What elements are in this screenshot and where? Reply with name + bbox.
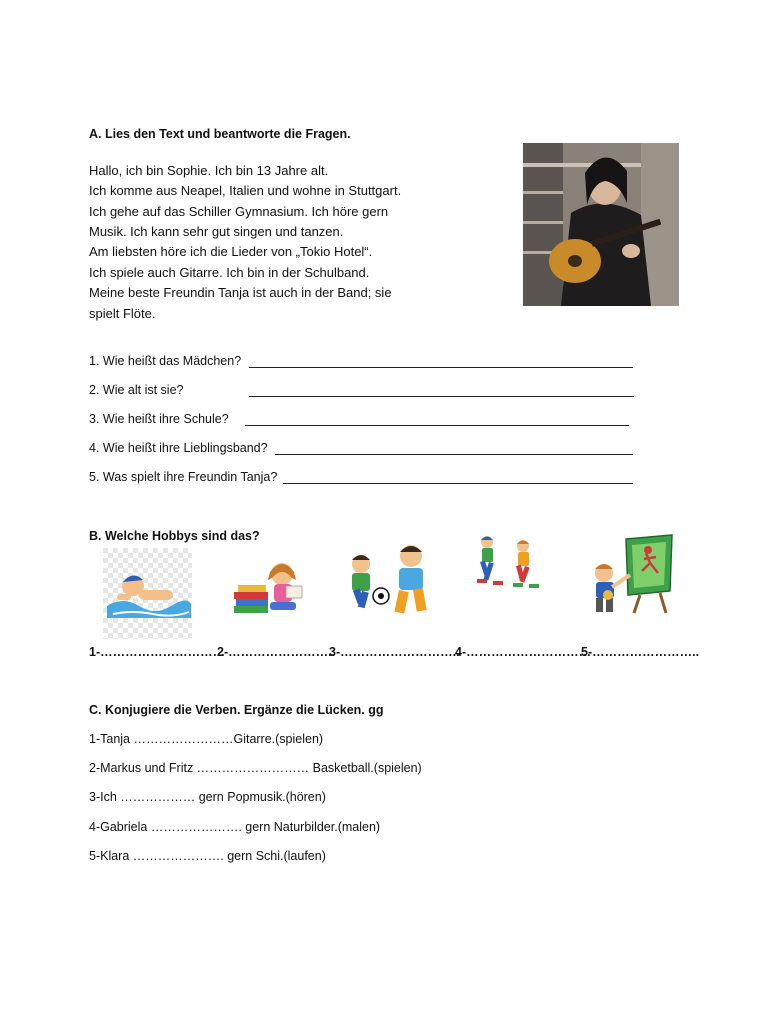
reading-picture — [232, 556, 307, 615]
paragraph-line: Ich komme aus Neapel, Italien und wohne in Stuttgart. — [89, 183, 402, 198]
question-row — [89, 410, 229, 428]
paragraph-line: Ich gehe auf das Schiller Gymnasium. Ich höre gern — [89, 204, 389, 219]
answer-line[interactable] — [245, 425, 629, 426]
answer-line[interactable] — [275, 454, 633, 455]
hobby-answer-4[interactable]: 4-………………………… — [455, 645, 592, 659]
swimming-picture — [103, 548, 192, 639]
girl-with-guitar-photo — [523, 143, 679, 306]
question-text: 4. Wie heißt ihre Lieblingsband? — [89, 441, 268, 455]
question-row — [89, 352, 241, 370]
hobby-answer-3[interactable]: 3-……………………….. — [329, 645, 460, 659]
question-text: 5. Was spielt ihre Freundin Tanja? — [89, 470, 278, 484]
question-text: 2. Wie alt ist sie? — [89, 383, 184, 397]
exercise-c-line: 1-Tanja ……………………Gitarre.(spielen) — [89, 732, 324, 746]
exercise-c-line: 4-Gabriela …………………. gern Naturbilder.(malen) — [89, 820, 381, 834]
roller-skating-picture — [471, 533, 550, 595]
answer-line[interactable] — [249, 396, 634, 397]
paragraph-line: Ich spiele auch Gitarre. Ich bin in der Schulband. — [89, 265, 370, 280]
paragraph-line: Hallo, ich bin Sophie. Ich bin 13 Jahre alt. — [89, 163, 329, 178]
question-row — [89, 468, 277, 486]
hobby-answer-5[interactable]: 5-…………………….. — [581, 645, 700, 659]
paragraph-line: Am liebsten höre ich die Lieder von „Tokio Hotel“. — [89, 244, 373, 259]
answer-line[interactable] — [249, 367, 633, 368]
paragraph-line: spielt Flöte. — [89, 306, 156, 321]
paragraph-line: Musik. Ich kann sehr gut singen und tanzen. — [89, 224, 344, 239]
question-row — [89, 439, 268, 457]
hobby-answer-1[interactable]: 1-………………………… — [89, 645, 226, 659]
question-row — [89, 381, 183, 399]
exercise-c-line: 3-Ich ……………… gern Popmusik.(hören) — [89, 790, 326, 804]
question-text: 1. Wie heißt das Mädchen? — [89, 354, 242, 368]
paragraph-line: Meine beste Freundin Tanja ist auch in der Band; sie — [89, 285, 392, 300]
answer-line[interactable] — [283, 483, 633, 484]
section-b-heading: B. Welche Hobbys sind das? — [89, 529, 260, 543]
section-a-heading: A. Lies den Text und beantworte die Fragen. — [89, 127, 351, 141]
exercise-c-line: 5-Klara …………………. gern Schi.(laufen) — [89, 849, 326, 863]
section-c-heading: C. Konjugiere die Verben. Ergänze die Lücken. gg — [89, 703, 384, 717]
hobby-answer-2[interactable]: 2-…………………….. — [217, 645, 336, 659]
painting-picture — [588, 533, 674, 615]
football-picture — [335, 538, 445, 622]
question-text: 3. Wie heißt ihre Schule? — [89, 412, 229, 426]
exercise-c-line: 2-Markus und Fritz ……………………… Basketball.(spielen) — [89, 761, 422, 775]
